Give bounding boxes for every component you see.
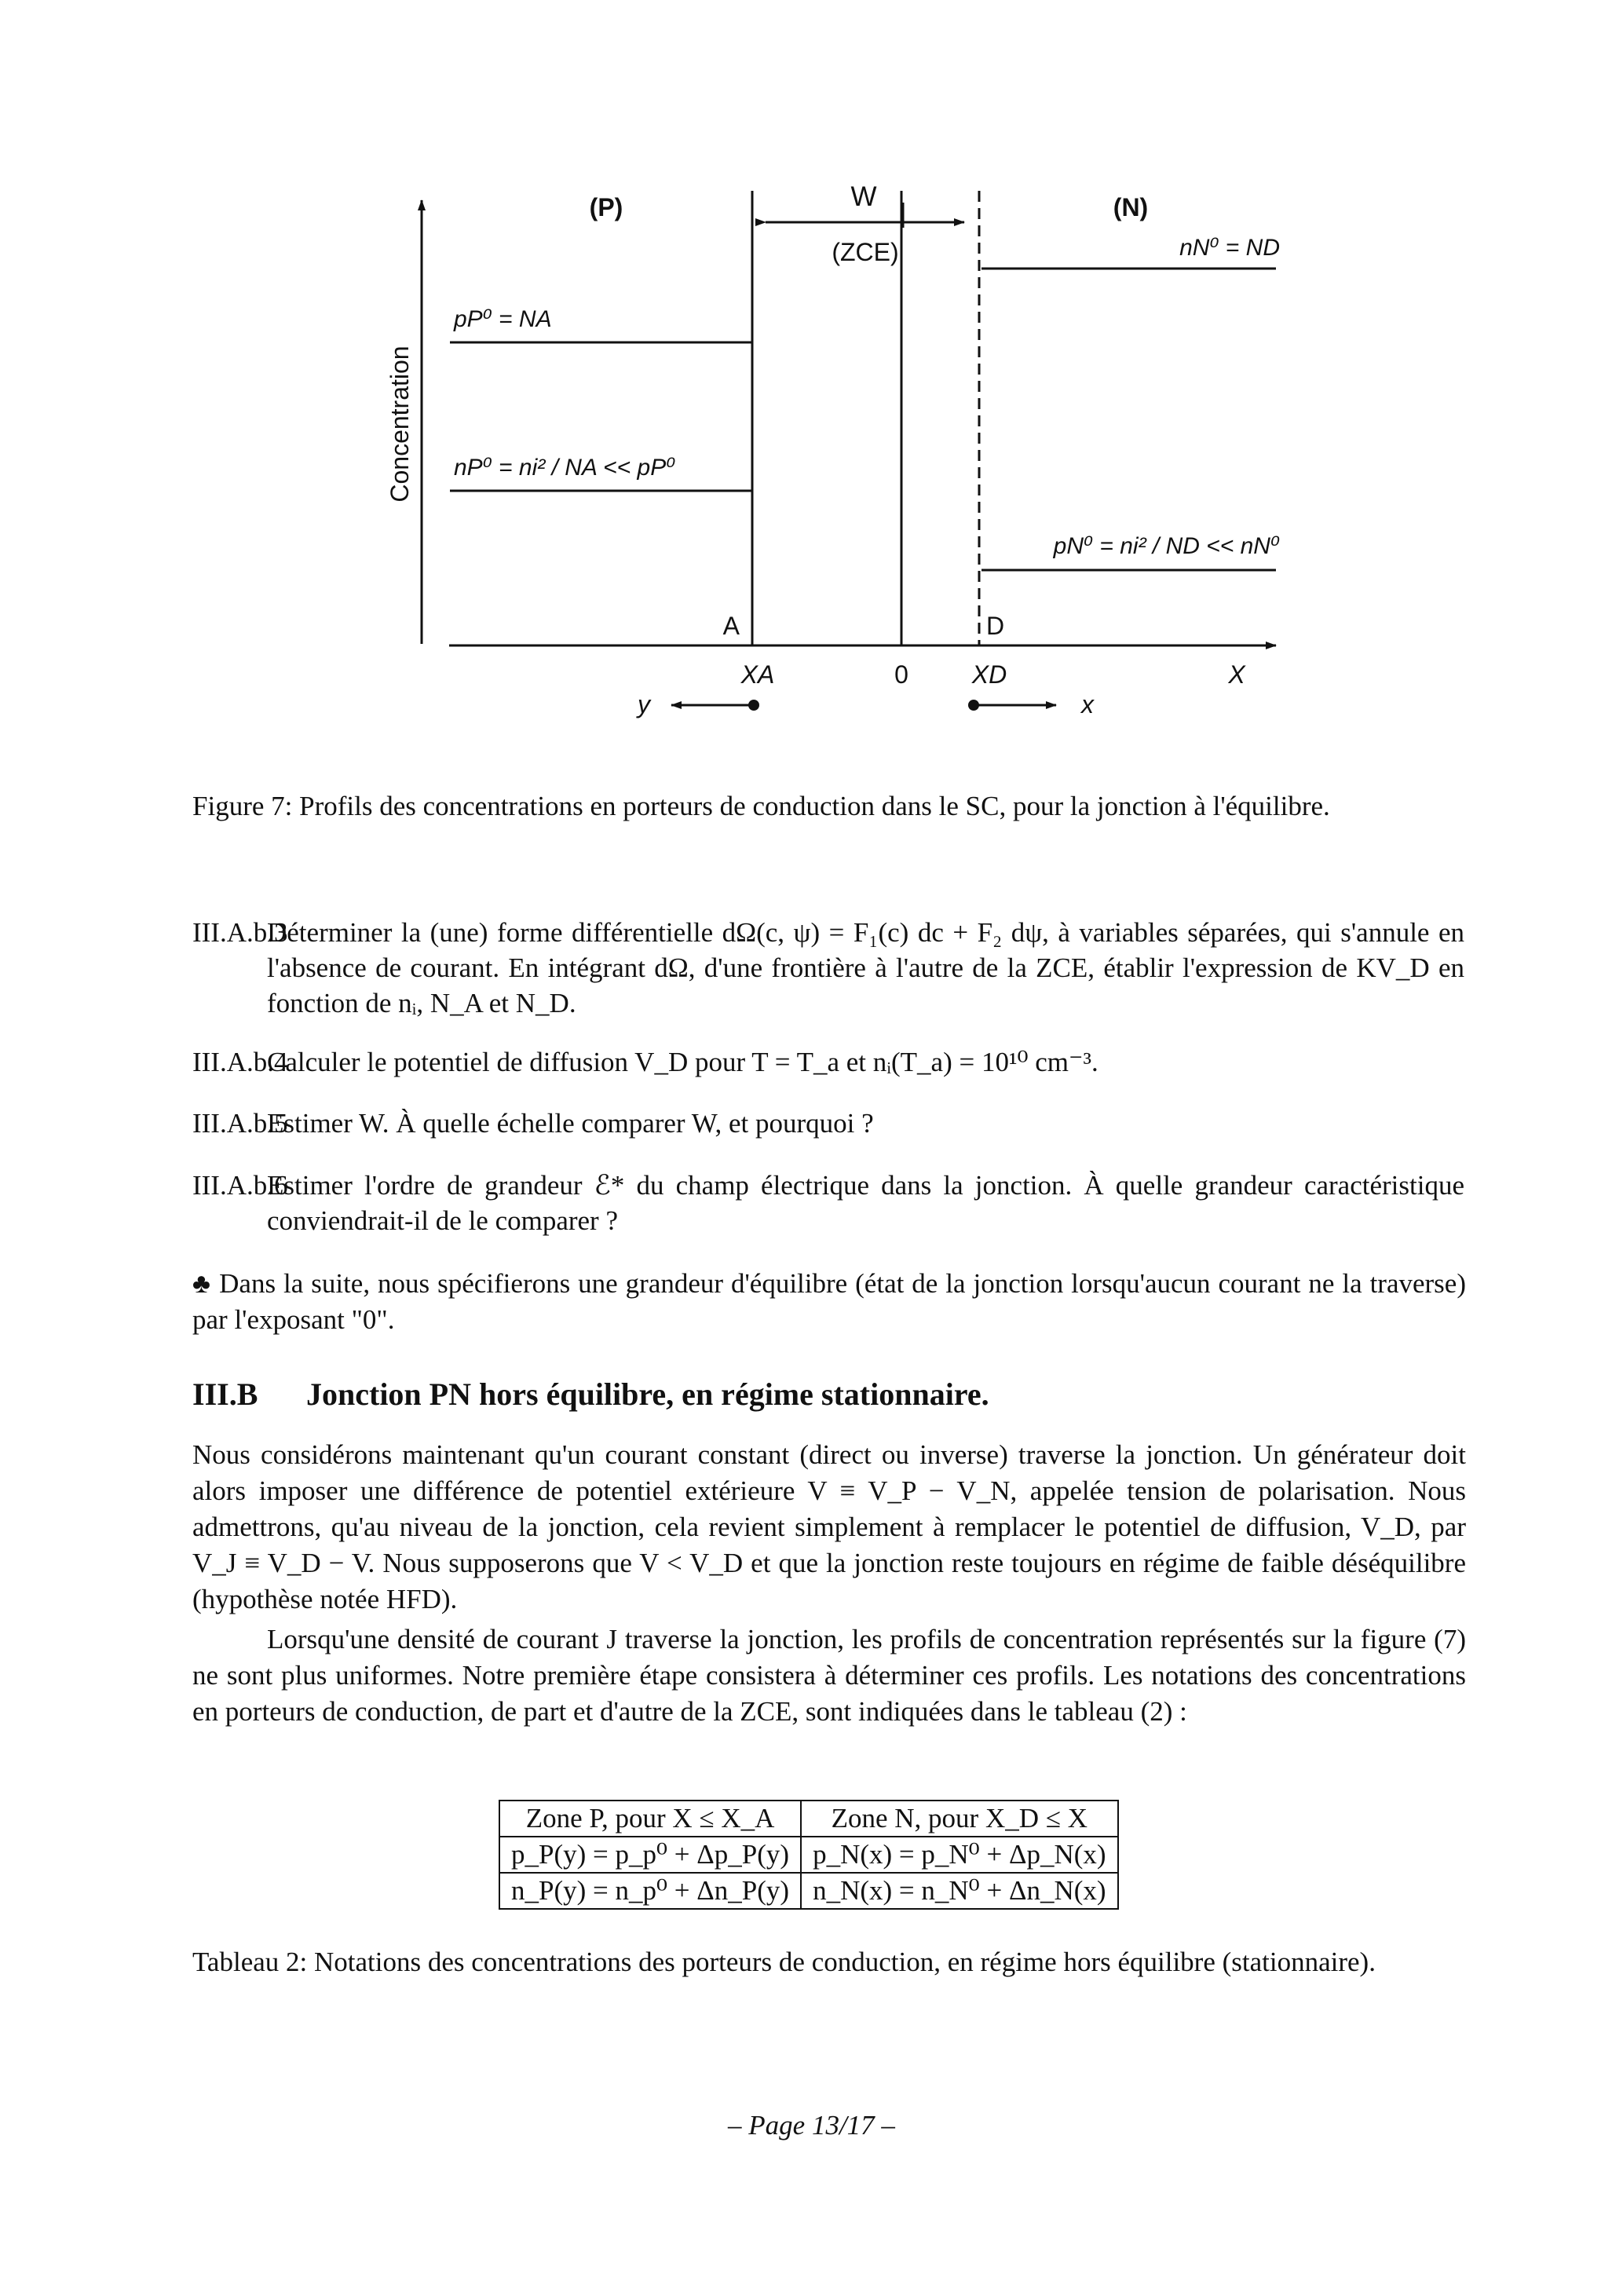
paragraph: Lorsqu'une densité de courant J traverse la jonction, les profils de concentration représentés sur la figure (7) ne sont plus uniformes. Notre première étape consistera à déterminer ces profils. Les notations des concentrations en porteurs de conduction, de part et d'autre de la ZCE, sont indiquées dans le tableau (2) : bbox=[192, 1624, 1466, 1727]
section-heading bbox=[192, 1376, 989, 1413]
question-number: III.A.b.4 bbox=[192, 1047, 288, 1077]
question-text: Estimer l'ordre de grandeur ℰ* du champ électrique dans la jonction. À quelle grandeur caractéristique conviendrait-il de le comparer ? bbox=[267, 1170, 1464, 1236]
tick-0-label: 0 bbox=[894, 660, 908, 689]
y-arrow-label: y bbox=[638, 690, 650, 718]
concentration-profile-figure bbox=[0, 0, 1623, 754]
question bbox=[192, 915, 1464, 1025]
axis-x-label: X bbox=[1228, 660, 1245, 689]
question-text: Déterminer la (une) forme différentielle dΩ(c, ψ) = F₁(c) dc + F₂ dψ, à variables séparées, qui s'annule en l'absence de courant. En intégrant dΩ, d'une frontière à l'autre de la ZCE, établir l'expression de KV_D en fonction de nᵢ, N_A et N_D. bbox=[267, 917, 1464, 1018]
zce-label: (ZCE) bbox=[832, 238, 899, 266]
pn0-label: pN⁰ = ni² / ND << nN⁰ bbox=[1053, 533, 1280, 559]
table-cell: p_P(y) = p_p⁰ + Δp_P(y) bbox=[499, 1837, 801, 1873]
table-row bbox=[499, 1873, 1118, 1909]
table-header-cell: Zone P, pour X ≤ X_A bbox=[499, 1801, 801, 1837]
np0-label: nP⁰ = ni² / NA << pP⁰ bbox=[454, 455, 676, 481]
question bbox=[192, 1168, 1464, 1240]
y-axis-label: Concentration bbox=[386, 345, 414, 503]
region-n-label: (N) bbox=[1113, 193, 1149, 221]
question-number: III.A.b.6 bbox=[192, 1170, 288, 1201]
question-text: Estimer W. À quelle échelle comparer W, et pourquoi ? bbox=[267, 1108, 874, 1139]
question-number: III.A.b.3 bbox=[192, 917, 288, 948]
question bbox=[192, 1106, 1464, 1141]
table-row bbox=[499, 1837, 1118, 1873]
region-p-label: (P) bbox=[589, 193, 623, 221]
table-cell: p_N(x) = p_N⁰ + Δp_N(x) bbox=[801, 1837, 1117, 1873]
question-number: III.A.b.5 bbox=[192, 1108, 288, 1139]
page-number: – Page 13/17 – bbox=[728, 2110, 895, 2141]
figure-lines bbox=[422, 191, 1276, 705]
section-title: Jonction PN hors équilibre, en régime stationnaire. bbox=[306, 1377, 989, 1412]
x-origin-dot bbox=[968, 700, 979, 711]
nn0-label: nN⁰ = ND bbox=[1179, 235, 1280, 261]
notation-table bbox=[499, 1800, 1119, 1910]
table-caption: Tableau 2: Notations des concentrations des porteurs de conduction, en régime hors équilibre (stationnaire). bbox=[192, 1947, 1376, 1977]
x-arrow-label: x bbox=[1081, 690, 1094, 718]
table-header-cell: Zone N, pour X_D ≤ X bbox=[801, 1801, 1117, 1837]
table-cell: n_N(x) = n_N⁰ + Δn_N(x) bbox=[801, 1873, 1117, 1909]
paragraph: Nous considérons maintenant qu'un courant constant (direct ou inverse) traverse la jonction. Un générateur doit alors imposer une différence de potentiel extérieure V ≡ V_P − V_N, appelée tension de polarisation. Nous admettrons, qu'au niveau de la jonction, cela revient simplement à remplacer le potentiel de diffusion, V_D, par V_J ≡ V_D − V. Nous supposerons que V < V_D et que la jonction reste toujours en régime de faible déséquilibre (hypothèse notée HFD). bbox=[192, 1439, 1466, 1614]
pp0-label: pP⁰ = NA bbox=[454, 306, 552, 332]
point-d-label: D bbox=[986, 612, 1005, 640]
table-cell: n_P(y) = n_p⁰ + Δn_P(y) bbox=[499, 1873, 801, 1909]
section-number: III.B bbox=[192, 1377, 258, 1412]
tick-xd-label: XD bbox=[971, 660, 1007, 689]
question-text: Calculer le potentiel de diffusion V_D pour T = T_a et nᵢ(T_a) = 10¹⁰ cm⁻³. bbox=[267, 1047, 1098, 1077]
figure-caption: Figure 7: Profils des concentrations en porteurs de conduction dans le SC, pour la jonction à l'équilibre. bbox=[192, 791, 1330, 821]
tick-xa-label: XA bbox=[740, 660, 775, 689]
point-a-label: A bbox=[722, 612, 740, 640]
equilibrium-note: ♣ Dans la suite, nous spécifierons une grandeur d'équilibre (état de la jonction lorsqu'aucun courant ne la traverse) par l'exposant "0". bbox=[192, 1268, 1466, 1335]
table-header-row bbox=[499, 1801, 1118, 1837]
w-label: W bbox=[850, 181, 877, 212]
question bbox=[192, 1044, 1464, 1080]
y-origin-dot bbox=[748, 700, 759, 711]
